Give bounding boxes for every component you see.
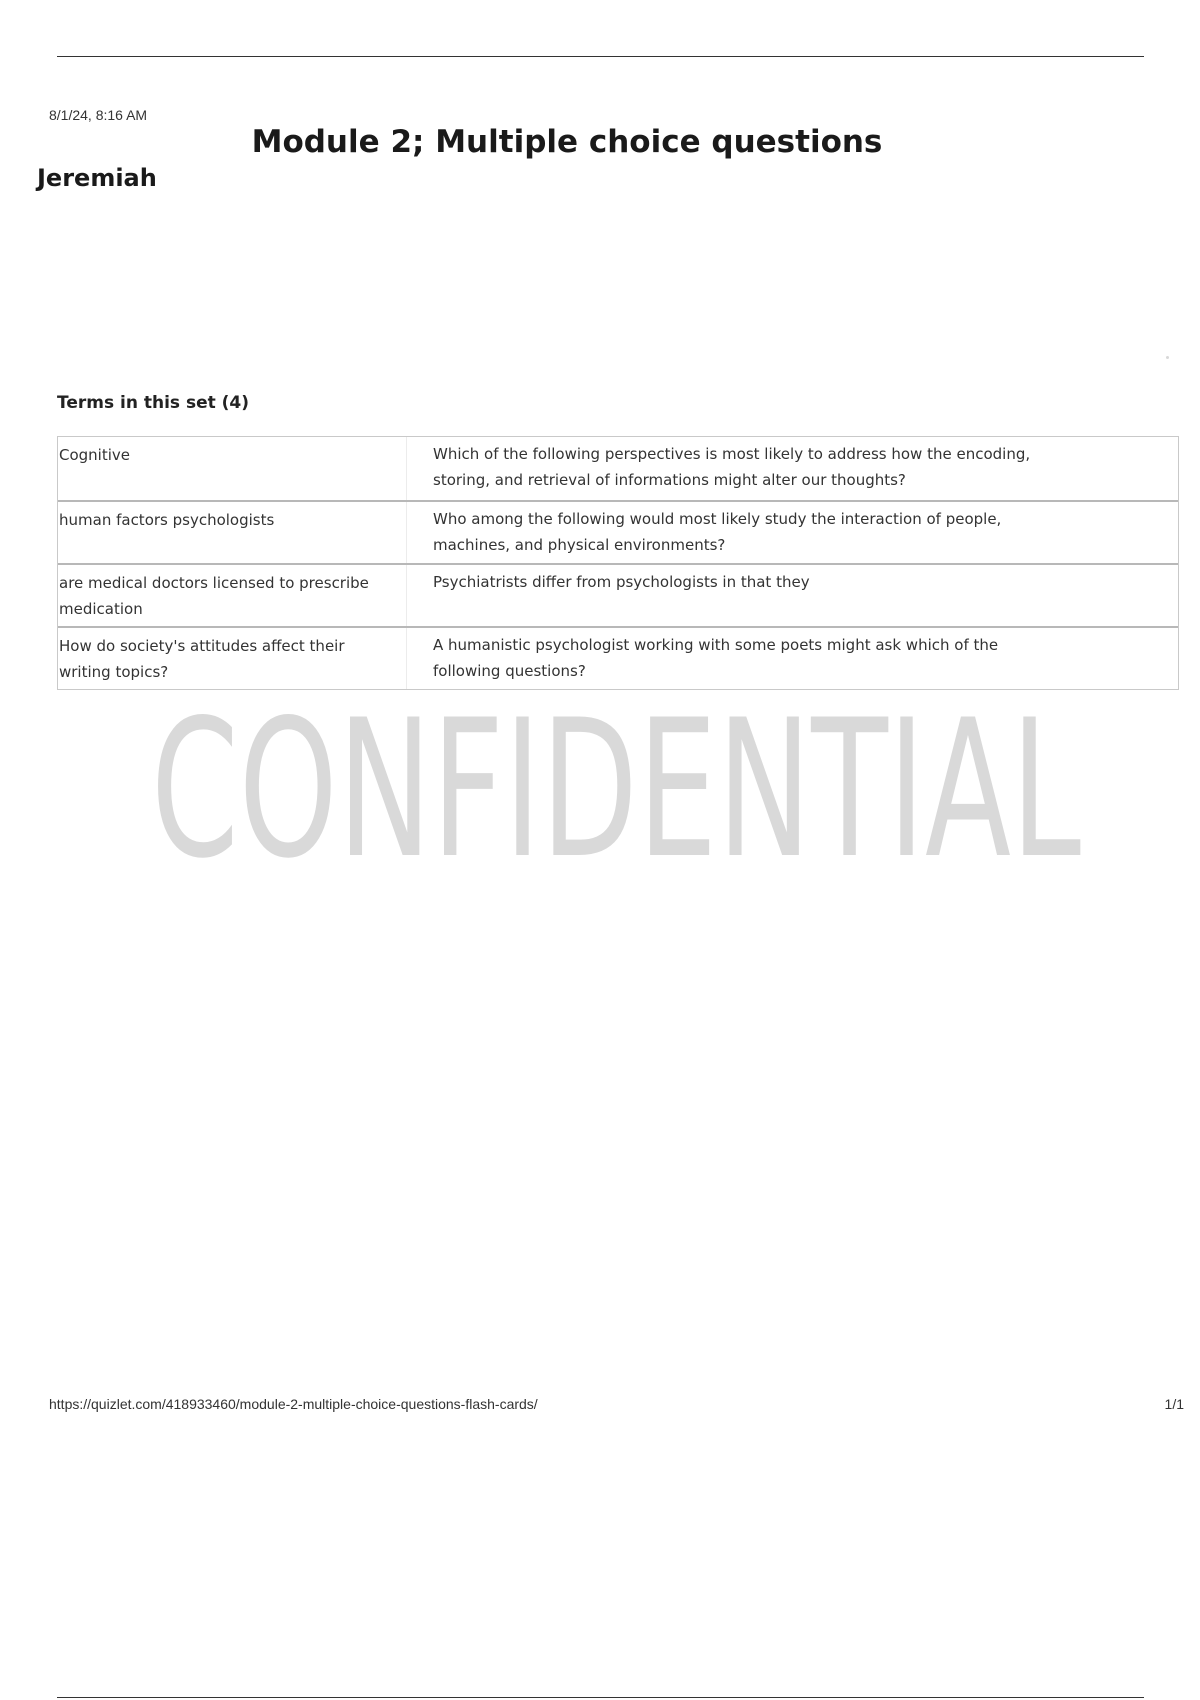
definition-cell [407,502,1178,563]
definition-cell [407,565,1178,626]
table-row [58,563,1178,626]
definition-text: Who among the following would most likely study the interaction of people, machines, and physical environments? [433,510,1002,554]
terms-heading: Terms in this set (4) [57,393,250,413]
print-date: 8/1/24, 8:16 AM [49,107,148,123]
term-text: are medical doctors licensed to prescribe medication [59,574,369,618]
footer-page-number: 1/1 [1164,1396,1184,1412]
table-row [58,500,1178,563]
definition-text: Psychiatrists differ from psychologists in that they [433,573,810,591]
definition-text: A humanistic psychologist working with some poets might ask which of the following questions? [433,636,999,680]
table-row [58,437,1178,500]
top-rule [57,56,1144,57]
author-name: Jeremiah [37,164,157,192]
definition-cell [407,437,1178,500]
page-title: Module 2; Multiple choice questions [251,124,883,160]
term-cell [58,565,407,626]
term-cell [58,502,407,563]
table-row [58,626,1178,689]
watermark-svg [146,680,1086,880]
terms-table [57,436,1179,690]
term-cell [58,628,407,689]
stray-dot [1166,356,1169,359]
bottom-rule [57,1697,1144,1698]
term-text: Cognitive [59,446,131,464]
term-text: human factors psychologists [59,511,275,529]
footer-url: https://quizlet.com/418933460/module-2-multiple-choice-questions-flash-cards/ [49,1396,538,1412]
definition-cell [407,628,1178,689]
term-text: How do society's attitudes affect their writing topics? [59,637,345,681]
confidential-watermark [146,680,1086,880]
watermark-text: CONFIDENTIAL [151,680,1081,880]
definition-text: Which of the following perspectives is most likely to address how the encoding, storing, and retrieval of informations might alter our thoughts? [433,445,1031,489]
term-cell [58,437,407,500]
